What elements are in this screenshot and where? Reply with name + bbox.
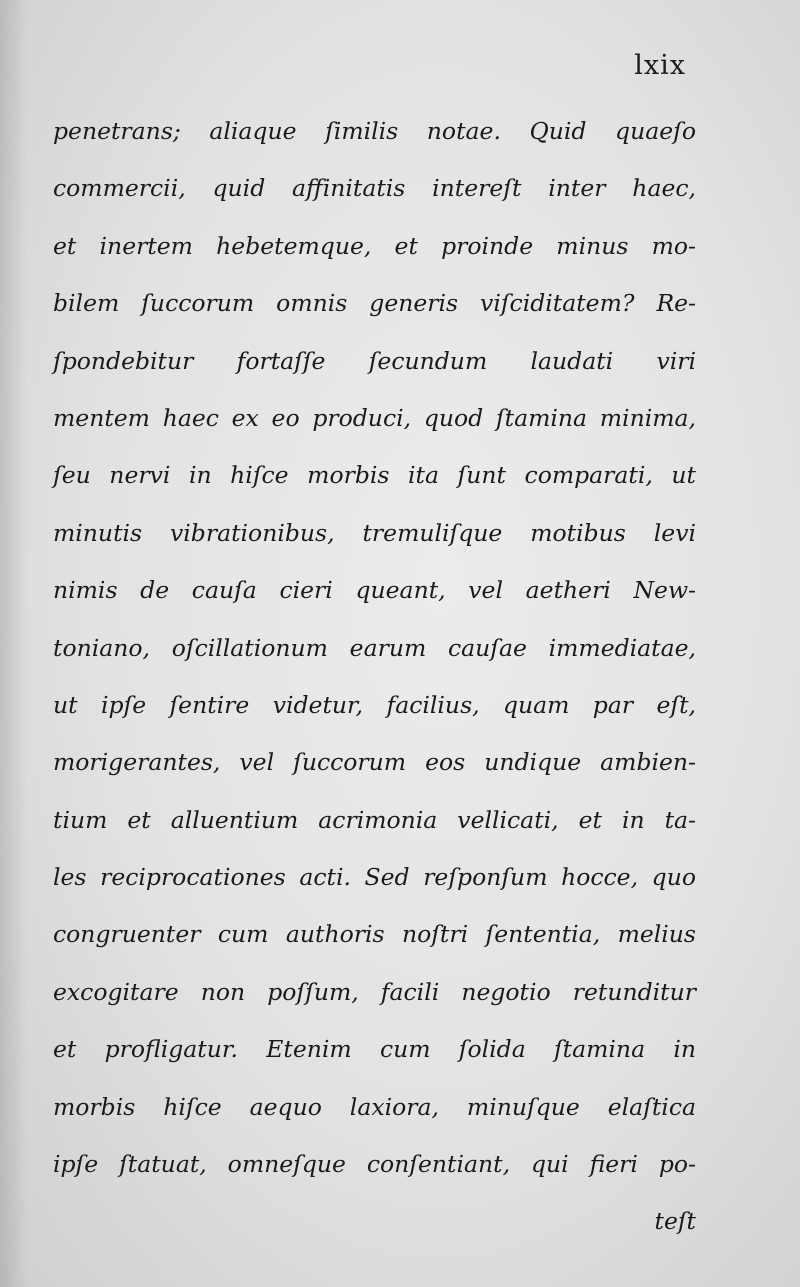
text-line: excogitare non poſſum, facili negotio retunditur [53,977,696,1006]
page-number: lxix [634,50,686,81]
text-line: ut ipſe ſentire videtur, facilius, quam par eſt, [53,690,696,719]
text-line: ſpondebitur fortaſſe ſecundum laudati viri [53,346,696,375]
text-line: ſeu nervi in hiſce morbis ita ſunt comparati, ut [53,461,696,490]
text-line: morbis hiſce aequo laxiora, minuſque elaſtica [53,1092,696,1121]
text-line: nimis de cauſa cieri queant, vel aetheri New- [53,576,696,605]
text-line: morigerantes, vel ſuccorum eos undique ambien- [53,748,696,777]
text-line: ipſe ſtatuat, omneſque conſentiant, qui fieri po- [53,1150,696,1179]
text-line: toniano, oſcillationum earum cauſae immediatae, [53,633,696,662]
catchword: teſt [654,1207,696,1236]
text-line: commercii, quid affinitatis intereſt inter haec, [53,174,696,203]
text-line: minutis vibrationibus, tremuliſque motibus levi [53,518,696,547]
gutter-shadow [0,0,28,1287]
text-line: bilem ſuccorum omnis generis viſciditatem? Re- [53,289,696,318]
text-line: penetrans; aliaque ſimilis notae. Quid quaeſo [53,117,696,145]
text-line: et inertem hebetemque, et proinde minus mo- [53,231,696,260]
text-line: tium et alluentium acrimonia vellicati, et in ta- [53,805,696,834]
text-line: congruenter cum authoris noſtri ſententia, melius [53,920,696,949]
body-text [53,103,696,1251]
text-line: et profligatur. Etenim cum ſolida ſtamina in [53,1035,696,1064]
text-line: les reciprocationes acti. Sed reſponſum hocce, quo [53,863,696,892]
text-line: mentem haec ex eo produci, quod ſtamina minima, [53,403,696,432]
